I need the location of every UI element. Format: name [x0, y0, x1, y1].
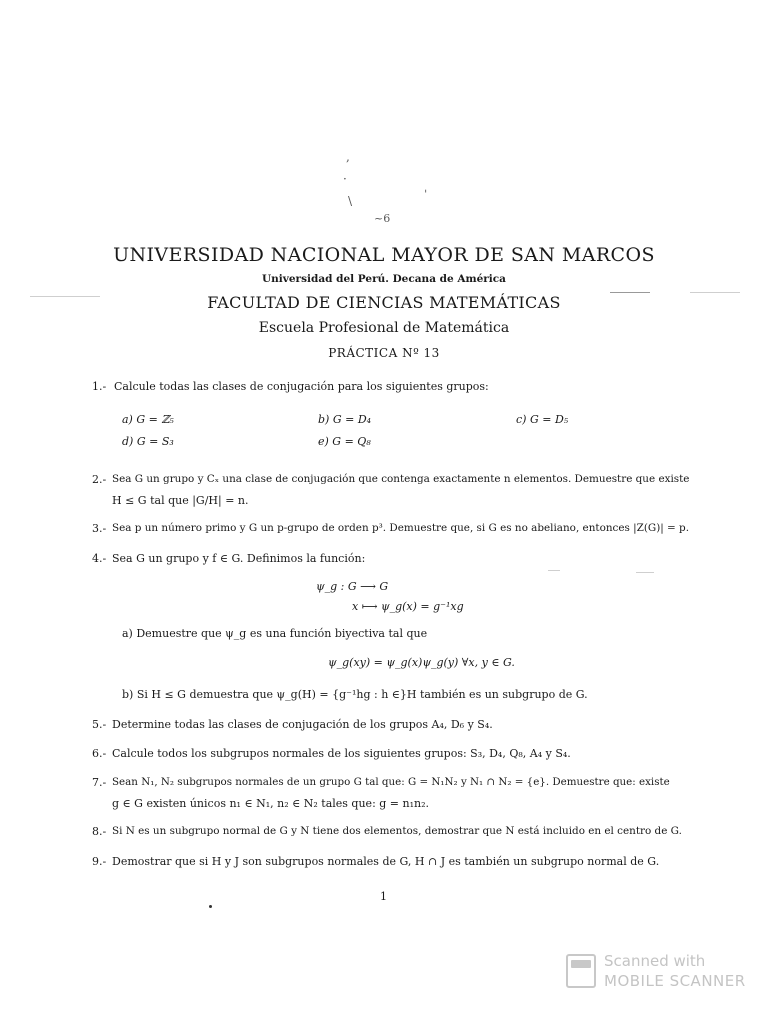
part-b: b) Si H ≤ G demuestra que ψ_g(H) = {g⁻¹hg : h ∈}H también es un subgrupo de G.	[122, 688, 588, 701]
school-title: Escuela Profesional de Matemática	[258, 320, 510, 336]
watermark-line-2: MOBILE SCANNER	[604, 972, 746, 990]
problem-number: 7.-	[92, 776, 107, 789]
problem-text: Sea G un grupo y Cₓ una clase de conjugación que contenga exactamente n elementos. Demuestre que existe	[112, 473, 690, 485]
problem-number: 1.-	[92, 380, 107, 393]
university-title: UNIVERSIDAD NACIONAL MAYOR DE SAN MARCOS	[113, 244, 655, 266]
problem-text: Determine todas las clases de conjugación de los grupos A₄, D₆ y S₄.	[112, 718, 493, 731]
problem-text: Calcule todas las clases de conjugación para los siguientes grupos:	[114, 380, 489, 393]
seal-mark: ·	[343, 172, 347, 186]
scanner-logo-icon	[566, 954, 596, 988]
practice-title: PRÁCTICA Nº 13	[328, 346, 440, 360]
seal-mark-text: ~6	[374, 212, 391, 225]
watermark-line-1: Scanned with	[604, 952, 706, 970]
problem-number: 5.-	[92, 718, 107, 731]
problem-text: g ∈ G existen únicos n₁ ∈ N₁, n₂ ∈ N₂ tales que: g = n₁n₂.	[112, 797, 430, 810]
seal-mark: ,	[346, 150, 350, 164]
option: c) G = D₅	[516, 413, 569, 426]
university-subtitle: Universidad del Perú. Decana de América	[262, 273, 506, 285]
option: a) G = ℤ₅	[122, 413, 174, 426]
seal-mark: ˌ	[424, 180, 428, 194]
problem-text: H ≤ G tal que |G/H| = n.	[112, 494, 249, 507]
problem-number: 3.-	[92, 522, 107, 535]
problem-number: 9.-	[92, 855, 107, 868]
problem-text: Sean N₁, N₂ subgrupos normales de un grupo G tal que: G = N₁N₂ y N₁ ∩ N₂ = {e}. Demuestre que: existe	[112, 776, 670, 788]
part-a: a) Demuestre que ψ_g es una función biyectiva tal que	[122, 627, 428, 640]
problem-number: 8.-	[92, 825, 107, 838]
option: d) G = S₃	[122, 435, 174, 448]
problem-number: 4.-	[92, 552, 107, 565]
problem-text: Si N es un subgrupo normal de G y N tiene dos elementos, demostrar que N está incluido en el centro de G.	[112, 825, 682, 837]
seal-mark: \	[348, 194, 353, 208]
scan-dot	[209, 905, 212, 908]
problem-number: 6.-	[92, 747, 107, 760]
problem-text: Calcule todos los subgrupos normales de los siguientes grupos: S₃, D₄, Q₈, A₄ y S₄.	[112, 747, 571, 760]
option: e) G = Q₈	[318, 435, 371, 448]
faculty-title: FACULTAD DE CIENCIAS MATEMÁTICAS	[207, 293, 561, 312]
problem-number: 2.-	[92, 473, 107, 486]
scan-line	[636, 572, 654, 573]
page-number: 1	[380, 890, 387, 903]
scan-line	[548, 570, 560, 571]
map-line: x ⟼ ψ_g(x) = g⁻¹xg	[352, 600, 464, 613]
problem-text: Sea p un número primo y G un p-grupo de orden p³. Demuestre que, si G es no abeliano, entonces |Z(G)| = p.	[112, 522, 690, 534]
option: b) G = D₄	[318, 413, 372, 426]
problem-text: Sea G un grupo y f ∈ G. Definimos la función:	[112, 552, 366, 565]
problem-text: Demostrar que si H y J son subgrupos normales de G, H ∩ J es también un subgrupo normal de G.	[112, 855, 660, 868]
map-line: ψ_g : G ⟶ G	[316, 580, 389, 593]
equation: ψ_g(xy) = ψ_g(x)ψ_g(y) ∀x, y ∈ G.	[328, 656, 515, 669]
